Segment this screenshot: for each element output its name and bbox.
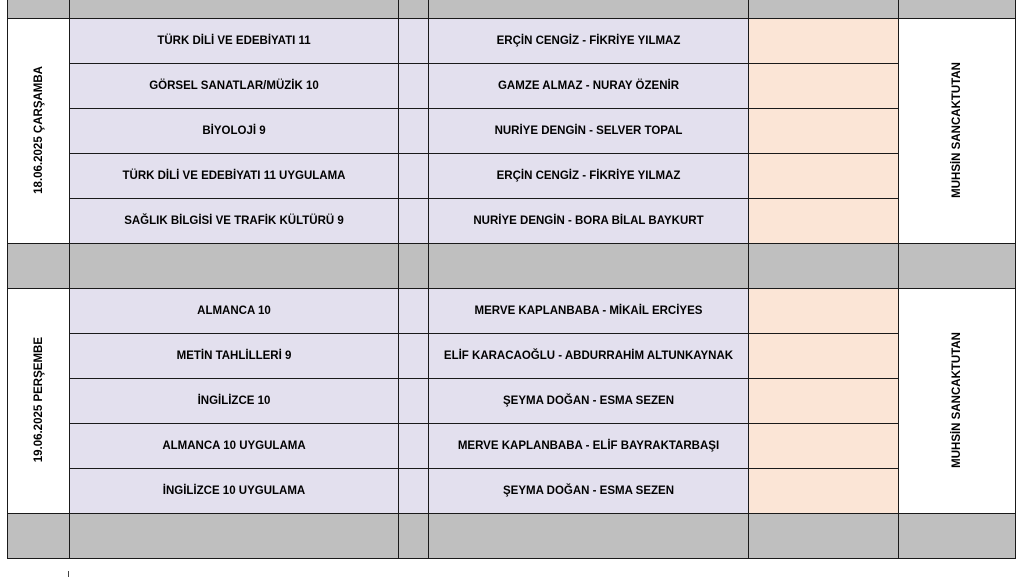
blank-cell[interactable]	[399, 19, 429, 64]
teacher-cell[interactable]: ELİF KARACAOĞLU - ABDURRAHİM ALTUNKAYNAK	[429, 334, 749, 379]
extra-cell[interactable]	[749, 424, 899, 469]
extra-cell[interactable]	[749, 154, 899, 199]
proctor-label: MUHSİN SANCAKTUTAN	[951, 61, 963, 198]
separator-cell[interactable]	[749, 244, 899, 289]
course-cell[interactable]: TÜRK DİLİ VE EDEBİYATI 11	[70, 19, 399, 64]
separator-cell[interactable]	[749, 0, 899, 19]
separator-row	[8, 244, 1016, 289]
separator-cell[interactable]	[399, 0, 429, 19]
teacher-cell[interactable]: ŞEYMA DOĞAN - ESMA SEZEN	[429, 379, 749, 424]
separator-cell[interactable]	[399, 514, 429, 559]
separator-cell[interactable]	[8, 0, 70, 19]
separator-cell[interactable]	[70, 0, 399, 19]
course-cell[interactable]: ALMANCA 10 UYGULAMA	[70, 424, 399, 469]
separator-cell[interactable]	[8, 244, 70, 289]
teacher-cell[interactable]: ERÇİN CENGİZ - FİKRİYE YILMAZ	[429, 19, 749, 64]
course-cell[interactable]: İNGİLİZCE 10	[70, 379, 399, 424]
blank-cell[interactable]	[399, 379, 429, 424]
teacher-cell[interactable]: MERVE KAPLANBABA - ELİF BAYRAKTARBAŞI	[429, 424, 749, 469]
extra-cell[interactable]	[749, 19, 899, 64]
separator-cell[interactable]	[429, 244, 749, 289]
proctor-cell[interactable]	[899, 19, 1016, 244]
teacher-cell[interactable]: ERÇİN CENGİZ - FİKRİYE YILMAZ	[429, 154, 749, 199]
extra-cell[interactable]	[749, 289, 899, 334]
separator-cell[interactable]	[899, 244, 1016, 289]
separator-cell[interactable]	[899, 0, 1016, 19]
table-row	[8, 379, 1016, 424]
extra-cell[interactable]	[749, 64, 899, 109]
date-label: 19.06.2025 PERŞEMBE	[32, 336, 45, 463]
blank-cell[interactable]	[399, 334, 429, 379]
proctor-label: MUHSİN SANCAKTUTAN	[951, 331, 963, 468]
teacher-cell[interactable]: MERVE KAPLANBABA - MİKAİL ERCİYES	[429, 289, 749, 334]
blank-cell[interactable]	[399, 424, 429, 469]
extra-cell[interactable]	[749, 109, 899, 154]
table-row	[8, 64, 1016, 109]
blank-cell[interactable]	[399, 154, 429, 199]
date-label: 18.06.2025 ÇARŞAMBA	[32, 65, 45, 194]
table-row	[8, 469, 1016, 514]
table-row	[8, 19, 1016, 64]
table-row	[8, 199, 1016, 244]
course-cell[interactable]: TÜRK DİLİ VE EDEBİYATI 11 UYGULAMA	[70, 154, 399, 199]
blank-cell[interactable]	[399, 289, 429, 334]
proctor-cell[interactable]	[899, 289, 1016, 514]
blank-cell[interactable]	[399, 109, 429, 154]
teacher-cell[interactable]: NURİYE DENGİN - BORA BİLAL BAYKURT	[429, 199, 749, 244]
separator-cell[interactable]	[749, 514, 899, 559]
date-cell[interactable]	[8, 19, 70, 244]
extra-cell[interactable]	[749, 334, 899, 379]
blank-cell[interactable]	[399, 469, 429, 514]
blank-cell[interactable]	[399, 199, 429, 244]
date-cell[interactable]	[8, 289, 70, 514]
table-row	[8, 424, 1016, 469]
text-cursor-mark	[68, 571, 69, 577]
teacher-cell[interactable]: GAMZE ALMAZ - NURAY ÖZENİR	[429, 64, 749, 109]
course-cell[interactable]: İNGİLİZCE 10 UYGULAMA	[70, 469, 399, 514]
separator-cell[interactable]	[429, 0, 749, 19]
table-row	[8, 109, 1016, 154]
separator-cell[interactable]	[429, 514, 749, 559]
course-cell[interactable]: METİN TAHLİLLERİ 9	[70, 334, 399, 379]
separator-cell[interactable]	[399, 244, 429, 289]
extra-cell[interactable]	[749, 199, 899, 244]
exam-schedule-table	[7, 0, 1016, 559]
separator-cell[interactable]	[70, 514, 399, 559]
table-row	[8, 289, 1016, 334]
course-cell[interactable]: BİYOLOJİ 9	[70, 109, 399, 154]
course-cell[interactable]: GÖRSEL SANATLAR/MÜZİK 10	[70, 64, 399, 109]
table-row	[8, 154, 1016, 199]
course-cell[interactable]: ALMANCA 10	[70, 289, 399, 334]
separator-row	[8, 0, 1016, 19]
extra-cell[interactable]	[749, 379, 899, 424]
separator-cell[interactable]	[8, 514, 70, 559]
course-cell[interactable]: SAĞLIK BİLGİSİ VE TRAFİK KÜLTÜRÜ 9	[70, 199, 399, 244]
extra-cell[interactable]	[749, 469, 899, 514]
table-row	[8, 334, 1016, 379]
blank-cell[interactable]	[399, 64, 429, 109]
separator-row	[8, 514, 1016, 559]
separator-cell[interactable]	[899, 514, 1016, 559]
separator-cell[interactable]	[70, 244, 399, 289]
teacher-cell[interactable]: NURİYE DENGİN - SELVER TOPAL	[429, 109, 749, 154]
teacher-cell[interactable]: ŞEYMA DOĞAN - ESMA SEZEN	[429, 469, 749, 514]
